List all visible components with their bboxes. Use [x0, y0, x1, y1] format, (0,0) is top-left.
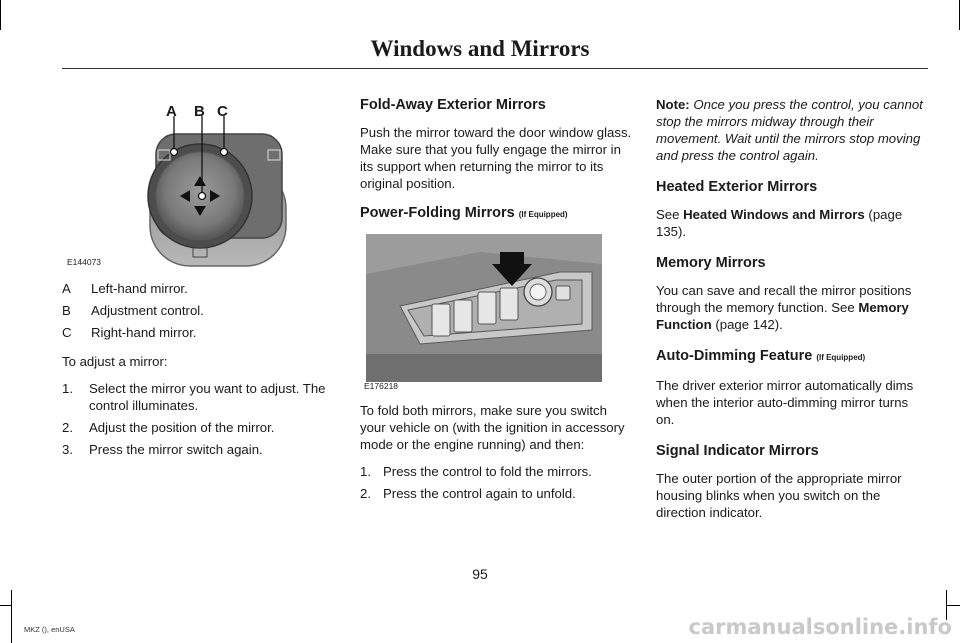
callout-a: A — [166, 103, 177, 120]
callout-legend — [62, 280, 334, 341]
document-id: MKZ (), enUSA — [24, 625, 75, 634]
step-item: 1. Press the control to fold the mirrors. — [360, 464, 592, 479]
auto-dim-text: The driver exterior mirror automatically dims when the interior auto-dimming mirror turns on. — [656, 378, 914, 427]
figure-code: E176218 — [364, 381, 399, 391]
column-right — [656, 96, 928, 531]
crop-mark — [11, 590, 12, 643]
heated-heading: Heated Exterior Mirrors — [656, 179, 818, 195]
signal-text: The outer portion of the appropriate mirror housing blinks when you switch on the direction indicator. — [656, 471, 902, 520]
signal-heading: Signal Indicator Mirrors — [656, 443, 819, 459]
adjust-steps — [62, 380, 334, 458]
memory-link[interactable]: Memory Function — [656, 300, 909, 332]
callout-c: C — [217, 103, 228, 120]
page-number: 95 — [472, 566, 488, 582]
legend-item: C Right-hand mirror. — [62, 325, 197, 340]
power-folding-heading: Power-Folding Mirrors (If Equipped) — [360, 205, 568, 221]
fold-away-heading: Fold-Away Exterior Mirrors — [360, 97, 546, 113]
watermark: carmanualsonline.info — [688, 615, 952, 639]
step-item: 2. Press the control again to unfold. — [360, 486, 576, 501]
legend-item: B Adjustment control. — [62, 303, 204, 318]
figure-code: E144073 — [67, 257, 102, 267]
crop-mark — [946, 605, 960, 606]
heated-text: See Heated Windows and Mirrors (page 135). — [656, 207, 903, 239]
step-item: 1. Select the mirror you want to adjust. The control illuminates. — [62, 381, 326, 413]
power-fold-figure — [360, 234, 632, 392]
callout-b: B — [194, 103, 205, 120]
step-item: 2. Adjust the position of the mirror. — [62, 420, 275, 435]
column-middle — [360, 96, 632, 507]
crop-mark — [0, 0, 1, 30]
memory-text: You can save and recall the mirror positions through the memory function. See Memory Function (page 142). — [656, 283, 912, 332]
column-left — [62, 90, 334, 463]
fold-away-text: Push the mirror toward the door window glass. Make sure that you fully engage the mirror in its support when returning the mirror to its original position. — [360, 125, 632, 191]
page-title: Windows and Mirrors — [370, 36, 590, 61]
power-folding-steps — [360, 463, 632, 502]
adjust-intro: To adjust a mirror: — [62, 354, 168, 369]
mirror-control-figure — [62, 90, 334, 268]
power-folding-text: To fold both mirrors, make sure you switch your vehicle on (with the ignition in accessory mode or the engine running) and then: — [360, 403, 625, 452]
memory-heading: Memory Mirrors — [656, 255, 766, 271]
door-switch-illustration — [360, 234, 632, 392]
header-rule — [62, 68, 928, 69]
auto-dim-heading: Auto-Dimming Feature (If Equipped) — [656, 348, 866, 364]
legend-item: A Left-hand mirror. — [62, 281, 188, 296]
crop-mark — [0, 605, 12, 606]
heated-link[interactable]: Heated Windows and Mirrors — [683, 207, 865, 222]
note: Note: Once you press the control, you cannot stop the mirrors midway through their movement. Wait until the mirrors stop moving and press the control again. — [656, 97, 923, 163]
step-item: 3. Press the mirror switch again. — [62, 442, 263, 457]
